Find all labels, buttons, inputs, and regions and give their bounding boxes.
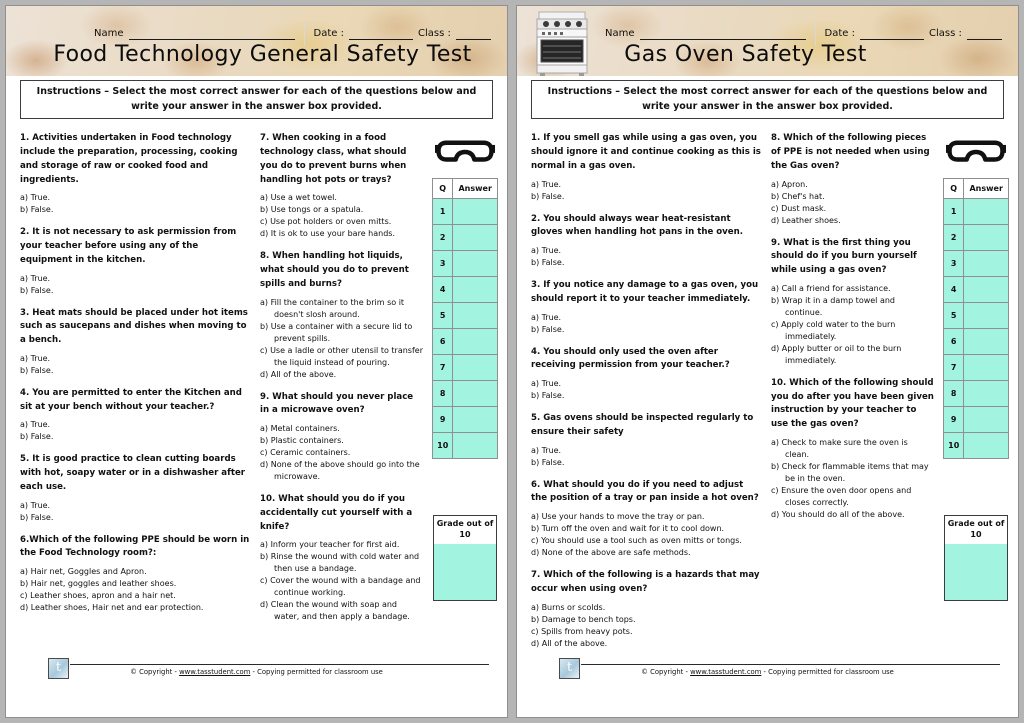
option-line: b) Use tongs or a spatula. [260, 205, 364, 215]
worksheet-page-gas-oven [517, 6, 1018, 717]
footer-rule [70, 664, 489, 665]
question-block [531, 346, 762, 403]
grade-label-line2: 10 [459, 530, 471, 540]
answer-table-header-row [944, 179, 1009, 199]
tasstudent-logo: t [48, 658, 69, 679]
answer-row [433, 225, 498, 251]
option-line: b) False. [20, 205, 54, 215]
question-text: 9. What should you never place in a microwave oven? [260, 391, 414, 416]
grade-entry-area [434, 544, 496, 600]
option-line: b) False. [20, 432, 54, 442]
question-text: 8. Which of the following pieces of PPE is not needed when using the Gas oven? [771, 133, 930, 171]
question-number-cell: 3 [433, 251, 453, 277]
page-title: Gas Oven Safety Test [624, 42, 867, 67]
answer-row [944, 407, 1009, 433]
question-text: 6. What should you do if you need to adjust the position of a tray or pan inside a hot oven? [531, 479, 759, 504]
answer-row [944, 199, 1009, 225]
question-text: 5. It is good practice to clean cutting boards with hot, soapy water or in a dishwasher after each use. [20, 454, 246, 492]
page-title: Food Technology General Safety Test [53, 42, 472, 67]
question-column-2 [771, 132, 934, 659]
copyright-suffix: - Copying permitted for classroom use [761, 668, 894, 676]
answer-row [433, 329, 498, 355]
option-line: a) True. [20, 273, 51, 283]
option-line: a) True. [531, 445, 562, 455]
option-line: b) False. [531, 191, 565, 201]
answer-rail [943, 132, 1009, 659]
question-text: 3. If you notice any damage to a gas oven, you should report it to your teacher immediately. [531, 280, 759, 304]
safety-goggles-icon [946, 134, 1006, 170]
option-line: b) False. [20, 365, 54, 375]
option-line: d) All of the above. [531, 638, 608, 648]
option-line: c) Use a ladle or other utensil to transfer the liquid instead of pouring. [260, 345, 423, 367]
class-field-line[interactable] [967, 30, 1002, 40]
instructions-box: Instructions – Select the most correct answer for each of the questions below and write your answer in the answer box provided. [20, 80, 493, 119]
option-line: a) True. [531, 379, 562, 389]
option-line: a) True. [20, 193, 51, 203]
answer-input-cell[interactable] [453, 355, 498, 381]
questions-area [517, 119, 1018, 659]
question-block [260, 391, 423, 484]
answer-q-column-header: Q [433, 179, 453, 199]
class-label: Class : [417, 28, 451, 39]
question-text: 7. Which of the following is a hazards that may occur when using oven? [531, 570, 760, 594]
answer-row [944, 225, 1009, 251]
question-number-cell: 9 [433, 407, 453, 433]
answer-input-cell[interactable] [964, 277, 1009, 303]
option-line: b) Wrap it in a damp towel and continue. [771, 295, 895, 317]
answer-table [432, 178, 498, 459]
option-line: a) True. [20, 353, 51, 363]
option-line: a) Use your hands to move the tray or pan. [531, 512, 705, 522]
answer-table-wrap [432, 178, 498, 459]
answer-input-cell[interactable] [453, 329, 498, 355]
question-number-cell: 1 [433, 199, 453, 225]
answer-table-header-row [433, 179, 498, 199]
question-block [531, 279, 762, 336]
question-number-cell: 1 [944, 199, 964, 225]
answer-input-cell[interactable] [453, 381, 498, 407]
question-text: 10. What should you do if you accidentally cut yourself with a knife? [260, 494, 413, 532]
question-text: 1. If you smell gas while using a gas oven, you should ignore it and continue cooking as this is normal in a gas oven. [531, 133, 761, 171]
answer-row [433, 381, 498, 407]
option-line: d) Apply butter or oil to the burn immediately. [771, 343, 902, 365]
option-line: b) Turn off the oven and wait for it to cool down. [531, 524, 725, 534]
date-label: Date : [313, 28, 344, 39]
safety-goggles-icon [435, 134, 495, 170]
option-line: a) Check to make sure the oven is clean. [771, 437, 908, 459]
worksheet-page-food-tech [6, 6, 507, 717]
name-label: Name [94, 28, 124, 39]
question-text: 10. Which of the following should you do after you have been given instruction by your teacher to use the gas oven? [771, 377, 934, 430]
option-line: d) It is ok to use your bare hands. [260, 229, 395, 239]
answer-input-cell[interactable] [964, 303, 1009, 329]
grade-box [944, 515, 1008, 601]
option-line: d) None of the above should go into the microwave. [260, 460, 420, 482]
question-block [531, 479, 762, 560]
answer-row [433, 277, 498, 303]
gas-stove-icon [533, 11, 591, 77]
question-text: 2. You should always wear heat-resistant gloves when handling hot pans in the oven. [531, 213, 743, 238]
question-number-cell: 5 [433, 303, 453, 329]
option-line: a) True. [20, 420, 51, 430]
question-column-1 [531, 132, 762, 659]
date-label: Date : [824, 28, 855, 39]
class-label: Class : [928, 28, 962, 39]
answer-input-cell[interactable] [964, 329, 1009, 355]
option-line: b) False. [20, 512, 54, 522]
option-line: a) Inform your teacher for first aid. [260, 540, 400, 550]
option-line: c) Leather shoes, apron and a hair net. [20, 591, 176, 601]
question-block [771, 237, 934, 367]
answer-q-column-header: Q [944, 179, 964, 199]
tasstudent-link[interactable]: www.tasstudent.com [179, 668, 251, 676]
option-line: d) None of the above are safe methods. [531, 548, 691, 558]
question-block [260, 493, 423, 623]
question-text: 1. Activities undertaken in Food technology include the preparation, processing, cooking and storage of raw or cooked food and ingredients. [20, 133, 238, 185]
answer-input-cell[interactable] [453, 433, 498, 459]
answer-input-cell[interactable] [453, 199, 498, 225]
answer-row [944, 329, 1009, 355]
question-block [20, 132, 251, 216]
answer-row [944, 381, 1009, 407]
option-line: a) Use a wet towel. [260, 193, 337, 203]
question-number-cell: 2 [944, 225, 964, 251]
answer-input-cell[interactable] [453, 225, 498, 251]
answer-table-wrap [943, 178, 1009, 459]
option-line: c) Apply cold water to the burn immediately. [771, 319, 896, 341]
answer-row [433, 355, 498, 381]
question-text: 3. Heat mats should be placed under hot items such as saucepans and dishes when moving to a bench. [20, 307, 248, 346]
copyright-prefix: © Copyright - [641, 668, 691, 676]
option-line: b) Check for flammable items that may be in the oven. [771, 461, 929, 483]
option-line: b) False. [20, 285, 54, 295]
answer-input-cell[interactable] [964, 225, 1009, 251]
option-line: b) Damage to bench tops. [531, 614, 636, 624]
option-line: c) Dust mask. [771, 203, 827, 213]
answer-rail [432, 132, 498, 633]
answer-input-cell[interactable] [453, 407, 498, 433]
option-line: b) Chef's hat. [771, 191, 825, 201]
grade-label-line2: 10 [970, 530, 982, 540]
option-line: a) Metal containers. [260, 424, 340, 434]
question-block [20, 307, 251, 377]
option-line: c) Ensure the oven door opens and closes correctly. [771, 485, 912, 507]
question-block [531, 213, 762, 270]
question-block [20, 534, 251, 615]
answer-input-cell[interactable] [453, 303, 498, 329]
answer-row [433, 433, 498, 459]
question-number-cell: 6 [433, 329, 453, 355]
grade-label-line1: Grade out of [436, 519, 494, 529]
questions-area [6, 119, 507, 633]
option-line: b) Hair net, goggles and leather shoes. [20, 579, 177, 589]
option-line: c) Use pot holders or oven mitts. [260, 217, 392, 227]
question-number-cell: 2 [433, 225, 453, 251]
option-line: c) You should use a tool such as oven mitts or tongs. [531, 536, 742, 546]
header-photo-band [6, 6, 507, 76]
option-line: d) Leather shoes, Hair net and ear protection. [20, 603, 204, 613]
option-line: b) Use a container with a secure lid to prevent spills. [260, 321, 413, 343]
answer-column-header: Answer [453, 179, 498, 199]
question-number-cell: 8 [433, 381, 453, 407]
question-number-cell: 10 [944, 433, 964, 459]
instructions-box: Instructions – Select the most correct answer for each of the questions below and write your answer in the answer box provided. [531, 80, 1004, 119]
option-line: a) True. [531, 312, 562, 322]
question-number-cell: 10 [433, 433, 453, 459]
question-block [771, 377, 934, 521]
name-field-line[interactable] [129, 30, 295, 40]
question-block [20, 226, 251, 296]
answer-row [433, 251, 498, 277]
question-number-cell: 5 [944, 303, 964, 329]
answer-input-cell[interactable] [964, 355, 1009, 381]
question-column-1 [20, 132, 251, 633]
option-line: b) False. [531, 457, 565, 467]
question-block [531, 569, 762, 650]
question-text: 5. Gas ovens should be inspected regularly to ensure their safety [531, 413, 754, 437]
copyright-text [6, 668, 507, 676]
grade-label-line1: Grade out of [947, 519, 1005, 529]
grade-entry-area [945, 544, 1007, 600]
option-line: a) True. [531, 246, 562, 256]
option-line: d) All of the above. [260, 369, 337, 379]
question-number-cell: 3 [944, 251, 964, 277]
name-date-class-row [605, 22, 1002, 40]
question-text: 2. It is not necessary to ask permission from your teacher before using any of the equipment in the kitchen. [20, 227, 237, 265]
copyright-suffix: - Copying permitted for classroom use [250, 668, 383, 676]
answer-row [433, 407, 498, 433]
question-number-cell: 4 [944, 277, 964, 303]
option-line: b) False. [531, 324, 565, 334]
answer-input-cell[interactable] [964, 251, 1009, 277]
page-footer [517, 657, 1018, 683]
tasstudent-logo: t [559, 658, 580, 679]
date-field-line[interactable] [860, 30, 924, 40]
option-line: c) Spills from heavy pots. [531, 626, 633, 636]
tasstudent-link[interactable]: www.tasstudent.com [690, 668, 762, 676]
option-line: a) True. [20, 500, 51, 510]
option-line: d) Leather shoes. [771, 215, 841, 225]
question-number-cell: 9 [944, 407, 964, 433]
question-block [20, 453, 251, 523]
name-field-line[interactable] [640, 30, 806, 40]
question-text: 7. When cooking in a food technology class, what should you do to prevent burns when handling hot pots or trays? [260, 133, 407, 185]
answer-row [944, 251, 1009, 277]
question-block [771, 132, 934, 226]
copyright-text [517, 668, 1018, 676]
question-text: 8. When handling hot liquids, what should you do to prevent spills and burns? [260, 251, 409, 289]
header-photo-band [517, 6, 1018, 76]
option-line: b) Plastic containers. [260, 436, 344, 446]
name-label: Name [605, 28, 635, 39]
option-line: a) Hair net, Goggles and Apron. [20, 567, 147, 577]
grade-box [433, 515, 497, 601]
answer-row [944, 303, 1009, 329]
question-text: 9. What is the first thing you should do if you burn yourself while using a gas oven? [771, 237, 917, 276]
answer-row [944, 433, 1009, 459]
question-block [531, 412, 762, 469]
question-number-cell: 7 [433, 355, 453, 381]
date-field-line[interactable] [349, 30, 413, 40]
class-field-line[interactable] [456, 30, 491, 40]
option-line: b) False. [531, 391, 565, 401]
question-block [260, 250, 423, 380]
question-text: 4. You are permitted to enter the Kitchen and sit at your bench without your teacher.? [20, 387, 242, 412]
option-line: a) Burns or scolds. [531, 602, 606, 612]
answer-table [943, 178, 1009, 459]
grade-box-header [434, 516, 496, 544]
answer-input-cell[interactable] [964, 407, 1009, 433]
question-number-cell: 8 [944, 381, 964, 407]
footer-rule [581, 664, 1000, 665]
answer-column-header: Answer [964, 179, 1009, 199]
question-number-cell: 6 [944, 329, 964, 355]
option-line: b) False. [531, 258, 565, 268]
answer-input-cell[interactable] [964, 433, 1009, 459]
question-number-cell: 4 [433, 277, 453, 303]
question-text: 6.Which of the following PPE should be worn in the Food Technology room?: [20, 534, 250, 559]
question-column-2 [260, 132, 423, 633]
page-footer [6, 657, 507, 683]
question-block [260, 132, 423, 240]
name-date-class-row [94, 22, 491, 40]
option-line: b) Rinse the wound with cold water and then use a bandage. [260, 552, 420, 574]
option-line: a) Fill the container to the brim so it doesn't slosh around. [260, 297, 405, 319]
question-number-cell: 7 [944, 355, 964, 381]
answer-input-cell[interactable] [453, 251, 498, 277]
option-line: a) True. [531, 179, 562, 189]
option-line: c) Ceramic containers. [260, 448, 351, 458]
option-line: c) Cover the wound with a bandage and continue working. [260, 576, 421, 598]
option-line: a) Apron. [771, 179, 808, 189]
option-line: d) Clean the wound with soap and water, and then apply a bandage. [260, 600, 410, 622]
option-line: d) You should do all of the above. [771, 509, 905, 519]
copyright-prefix: © Copyright - [130, 668, 180, 676]
question-block [531, 132, 762, 202]
question-text: 4. You should only used the oven after receiving permission from your teacher.? [531, 346, 730, 371]
grade-box-header [945, 516, 1007, 544]
option-line: a) Call a friend for assistance. [771, 283, 891, 293]
answer-row [944, 277, 1009, 303]
answer-input-cell[interactable] [964, 381, 1009, 407]
answer-row [433, 199, 498, 225]
answer-row [433, 303, 498, 329]
answer-row [944, 355, 1009, 381]
answer-input-cell[interactable] [453, 277, 498, 303]
answer-input-cell[interactable] [964, 199, 1009, 225]
question-block [20, 387, 251, 444]
